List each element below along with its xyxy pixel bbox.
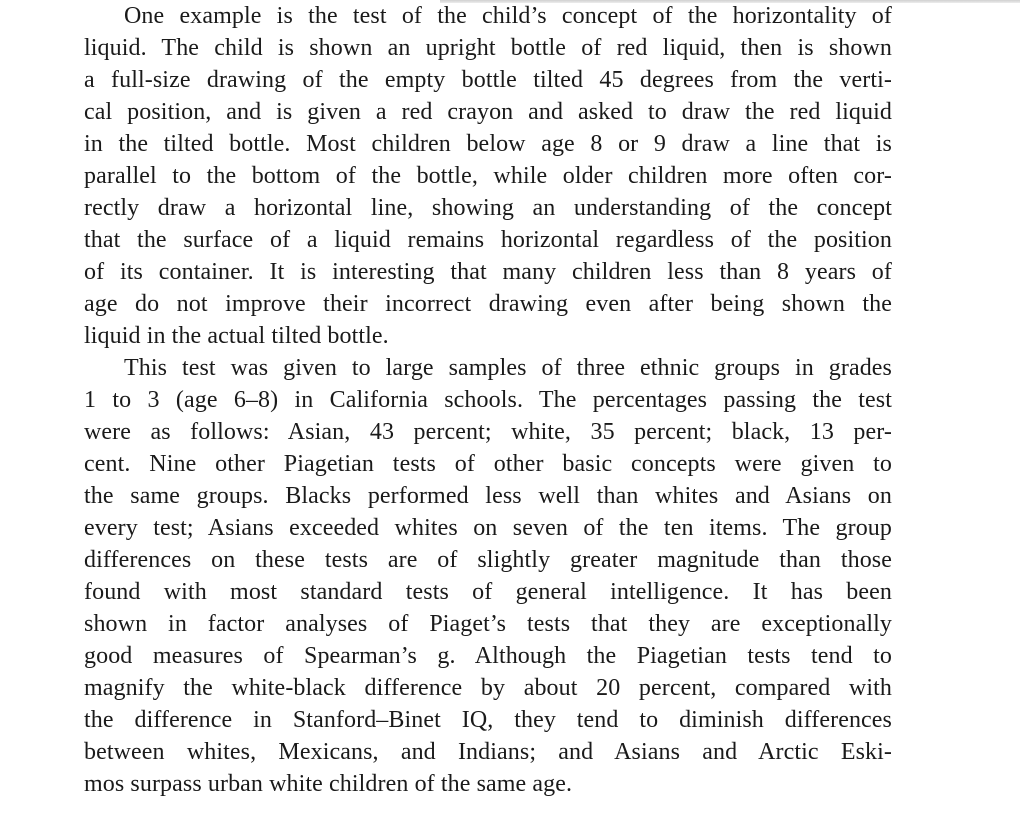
text-line: magnify the white-black difference by about 20 percent, compared with — [84, 675, 892, 701]
text-line: good measures of Spearman’s g. Although the Piagetian tests tend to — [84, 643, 892, 669]
text-line: the difference in Stanford–Binet IQ, they tend to diminish differences — [84, 707, 892, 733]
text-line: the same groups. Blacks performed less well than whites and Asians on — [84, 483, 892, 509]
text-line: between whites, Mexicans, and Indians; and Asians and Arctic Eski- — [84, 739, 892, 765]
text-line: were as follows: Asian, 43 percent; white, 35 percent; black, 13 per- — [84, 419, 892, 445]
text-line: liquid. The child is shown an upright bottle of red liquid, then is shown — [84, 35, 892, 61]
text-line: found with most standard tests of general intelligence. It has been — [84, 579, 892, 605]
text-line: a full-size drawing of the empty bottle tilted 45 degrees from the verti- — [84, 67, 892, 93]
text-line: This test was given to large samples of three ethnic groups in grades — [124, 355, 892, 381]
text-line: age do not improve their incorrect drawing even after being shown the — [84, 291, 892, 317]
text-line: parallel to the bottom of the bottle, while older children more often cor- — [84, 163, 892, 189]
text-line: in the tilted bottle. Most children below age 8 or 9 draw a line that is — [84, 131, 892, 157]
text-line: liquid in the actual tilted bottle. — [84, 323, 389, 349]
text-line: cal position, and is given a red crayon and asked to draw the red liquid — [84, 99, 892, 125]
text-line: cent. Nine other Piagetian tests of other basic concepts were given to — [84, 451, 892, 477]
text-line: rectly draw a horizontal line, showing an understanding of the concept — [84, 195, 892, 221]
text-line: every test; Asians exceeded whites on seven of the ten items. The group — [84, 515, 892, 541]
document-page — [84, 0, 892, 800]
text-line: 1 to 3 (age 6–8) in California schools. The percentages passing the test — [84, 387, 892, 413]
text-line: shown in factor analyses of Piaget’s tests that they are exceptionally — [84, 611, 892, 637]
text-line: differences on these tests are of slightly greater magnitude than those — [84, 547, 892, 573]
paragraph-ethnic-groups-results — [84, 352, 892, 800]
text-line: One example is the test of the child’s concept of the horizontality of — [124, 3, 892, 29]
paragraph-horizontality-test — [84, 0, 892, 352]
text-line: that the surface of a liquid remains horizontal regardless of the position — [84, 227, 892, 253]
text-line: of its container. It is interesting that many children less than 8 years of — [84, 259, 892, 285]
text-line: mos surpass urban white children of the same age. — [84, 771, 573, 797]
